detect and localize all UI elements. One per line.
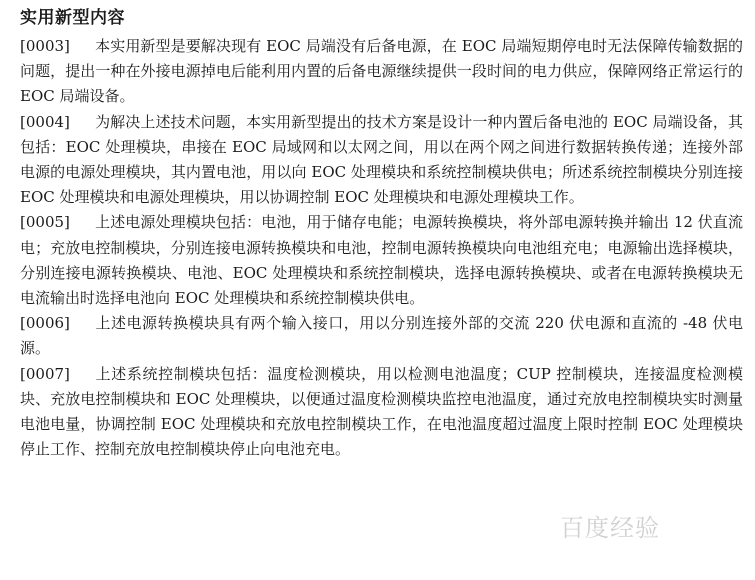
watermark: 百度经验 bbox=[560, 514, 660, 542]
paragraph-0005 bbox=[20, 210, 743, 311]
paragraph-text: 上述电源处理模块包括：电池，用于储存电能；电源转换模块，将外部电源转换并输出 12 伏直流电；充放电控制模块，分别连接电源转换模块和电池，控制电源转换模块向电池组充电；电源输出选择模块，分别连接电源转换模块、电池、EOC 处理模块和系统控制模块，选择电源转换模块、或者在电源转换模块无电流输出时选择电池向 EOC 处理模块和系统控制模块供电。 bbox=[20, 213, 743, 308]
paragraph-number: [0003] bbox=[20, 37, 70, 55]
paragraph-number: [0004] bbox=[20, 112, 70, 131]
paragraph-text: 为解决上述技术问题，本实用新型提出的技术方案是设计一种内置后备电池的 EOC 局端设备，其包括：EOC 处理模块，串接在 EOC 局域网和以太网之间，用以在两个网之间进行数据转换传递；连接外部电源的电源处理模块，其内置电池，用以向 EOC 处理模块和系统控制模块供电；所述系统控制模块分别连接 EOC 处理模块和电源处理模块，用以协调控制 EOC 处理模块和电源处理模块工作。 bbox=[20, 112, 743, 207]
paragraph-0003 bbox=[20, 34, 743, 110]
paragraph-text: 上述电源转换模块具有两个输入接口，用以分别连接外部的交流 220 伏电源和直流的 -48 伏电源。 bbox=[20, 314, 743, 358]
paragraph-0007 bbox=[20, 362, 743, 463]
paragraph-0006 bbox=[20, 311, 743, 361]
paragraph-text: 上述系统控制模块包括：温度检测模块，用以检测电池温度；CUP 控制模块，连接温度检测模块、充放电控制模块和 EOC 处理模块，以便通过温度检测模块监控电池温度，通过充放电控制模块实时测量电池电量，协调控制 EOC 处理模块和充放电控制模块工作，在电池温度超过温度上限时控制 EOC 处理模块停止工作、控制充放电控制模块停止向电池充电。 bbox=[20, 364, 743, 459]
section-heading: 实用新型内容 bbox=[20, 8, 125, 28]
paragraph-0004 bbox=[20, 110, 743, 211]
paragraph-number: [0007] bbox=[20, 364, 70, 383]
paragraph-text: 本实用新型是要解决现有 EOC 局端没有后备电源，在 EOC 局端短期停电时无法保障传输数据的问题，提出一种在外接电源掉电后能利用内置的后备电源继续提供一段时间的电力供应，保障网络正常运行的 EOC 局端设备。 bbox=[20, 37, 743, 106]
paragraph-number: [0005] bbox=[20, 213, 70, 232]
paragraph-number: [0006] bbox=[20, 314, 70, 333]
